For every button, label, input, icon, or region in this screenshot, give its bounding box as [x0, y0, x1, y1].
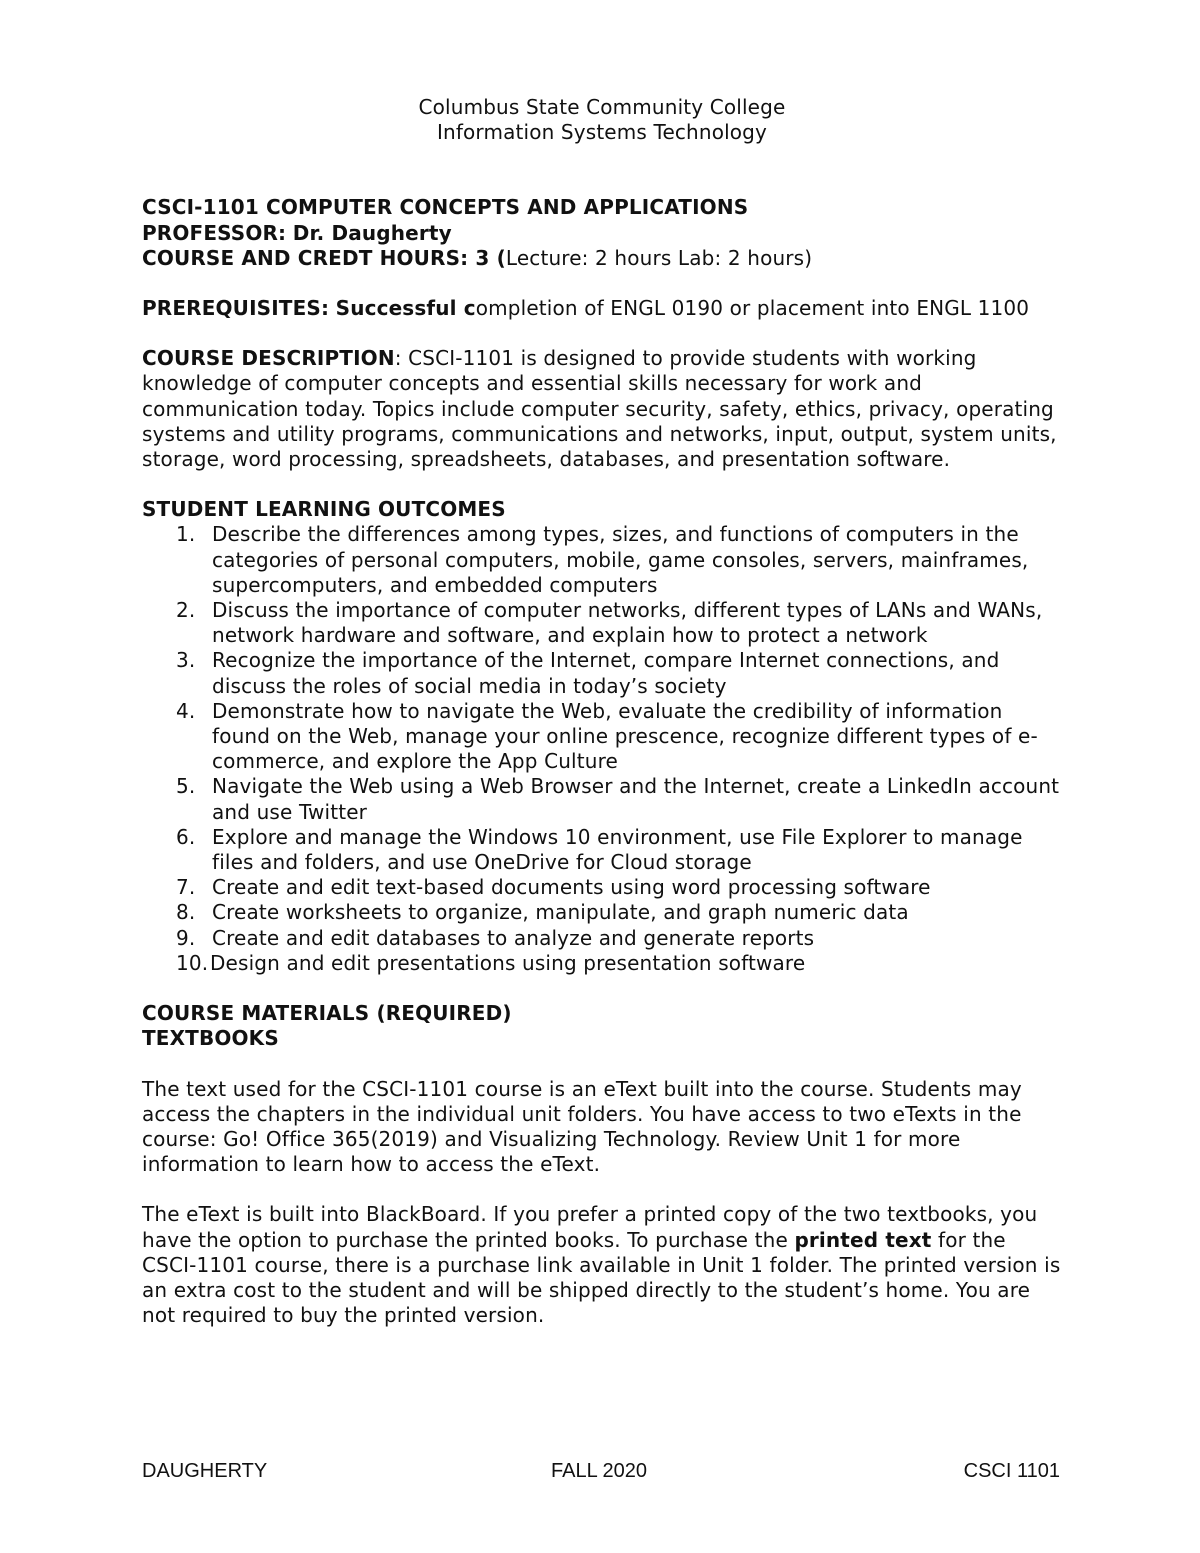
- list-item: [142, 951, 1062, 976]
- footer-author: DAUGHERTY: [142, 1460, 268, 1482]
- list-item: [142, 825, 1062, 875]
- list-item-text: Demonstrate how to navigate the Web, evaluate the credibility of information found on the Web, manage your online prescence, recognize different types of e-commerce, and explore the App Culture: [212, 698, 1038, 774]
- list-number: 2.: [176, 598, 196, 623]
- college-name: Columbus State Community College: [418, 95, 786, 119]
- list-item-text: Create worksheets to organize, manipulate, and graph numeric data: [212, 900, 909, 925]
- list-item: [142, 598, 1062, 648]
- list-item-text: Navigate the Web using a Web Browser and the Internet, create a LinkedIn account and use Twitter: [212, 774, 1060, 824]
- prerequisites-bold-text: Successful c: [335, 296, 476, 321]
- description-label: COURSE DESCRIPTION: [142, 346, 395, 371]
- list-item: [142, 900, 1062, 925]
- list-item-text: Recognize the importance of the Internet, compare Internet connections, and discuss the roles of social media in today’s society: [212, 648, 1000, 698]
- list-number: 5.: [176, 774, 196, 799]
- list-number: 10.: [176, 950, 209, 975]
- outcomes-list: [142, 522, 1062, 976]
- printed-copy-text-b: for the CSCI-1101 course, there is a purchase link available in Unit 1 folder. The printed version is an extra cost to the student and will be shipped directly to the student’s home. You are not required to buy the printed version.: [142, 1227, 1061, 1328]
- printed-text-emphasis: printed text: [794, 1227, 932, 1252]
- etext-paragraph: The text used for the CSCI-1101 course is an eText built into the course. Students may access the chapters in the individual unit folders. You have access to two eTexts in the course: Go! Office 365(2019) and Visualizing Technology. Review Unit 1 for more information to learn how to access the eText.: [142, 1076, 1022, 1177]
- credit-hours-detail: Lecture: 2 hours Lab: 2 hours): [505, 245, 813, 270]
- prerequisites-text: ompletion of ENGL 0190 or placement into ENGL 1100: [475, 296, 1030, 321]
- credit-hours-label: COURSE AND CREDT HOURS: 3 (: [142, 245, 506, 270]
- document-body: [142, 95, 1062, 1328]
- list-item-text: Describe the differences among types, sizes, and functions of computers in the categories of personal computers, mobile, game consoles, servers, mainframes, supercomputers, and embedded computers: [212, 522, 1029, 597]
- list-item: [142, 774, 1062, 824]
- textbooks-subheading: TEXTBOOKS: [142, 1026, 279, 1051]
- list-item-text: Create and edit databases to analyze and generate reports: [212, 925, 815, 950]
- outcomes-heading: STUDENT LEARNING OUTCOMES: [142, 497, 506, 522]
- prerequisites: [142, 296, 1062, 321]
- course-description: [142, 346, 1062, 472]
- credit-hours-line: [142, 246, 1062, 271]
- list-number: 8.: [176, 900, 196, 925]
- footer-term: FALL 2020: [551, 1460, 648, 1482]
- list-item-text: Explore and manage the Windows 10 environment, use File Explorer to manage files and folders, and use OneDrive for Cloud storage: [212, 824, 1023, 875]
- prerequisites-label: PREREQUISITES:: [142, 296, 330, 321]
- list-number: 6.: [176, 824, 196, 849]
- materials-heading: COURSE MATERIALS (REQUIRED): [142, 1001, 512, 1026]
- list-number: 1.: [176, 522, 196, 547]
- professor-line: [142, 221, 1062, 246]
- list-number: 9.: [176, 925, 196, 950]
- printed-copy-paragraph: [142, 1202, 1062, 1328]
- list-item-text: Create and edit text-based documents using word processing software: [212, 875, 931, 900]
- department-name: Information Systems Technology: [436, 120, 768, 145]
- description-text: : CSCI-1101 is designed to provide students with working knowledge of computer concepts and essential skills necessary for work and communication today. Topics include computer security, safety, ethics, privacy, operating systems and utility programs, communications and networks, input, output, system units, storage, word processing, spreadsheets, databases, and presentation software.: [142, 346, 1057, 472]
- professor-name: Dr. Daugherty: [292, 220, 452, 245]
- printed-copy-text-a: The eText is built into BlackBoard. If you prefer a printed copy of the two textbooks, you have the option to purchase the printed books. To purchase the: [142, 1202, 1038, 1252]
- footer-course: CSCI 1101: [963, 1460, 1060, 1482]
- list-item: [142, 875, 1062, 900]
- list-item: [142, 648, 1062, 698]
- list-number: 3.: [176, 648, 196, 673]
- list-number: 7.: [176, 875, 196, 900]
- course-title: CSCI-1101 COMPUTER CONCEPTS AND APPLICATIONS: [142, 195, 749, 220]
- list-item-text: Discuss the importance of computer networks, different types of LANs and WANs, network hardware and software, and explain how to protect a network: [212, 598, 1043, 648]
- list-item: [142, 926, 1062, 951]
- list-item-text: Design and edit presentations using presentation software: [210, 950, 806, 975]
- list-item: [142, 699, 1062, 775]
- list-number: 4.: [176, 698, 196, 723]
- list-item: [142, 522, 1062, 598]
- professor-label: PROFESSOR:: [142, 220, 287, 245]
